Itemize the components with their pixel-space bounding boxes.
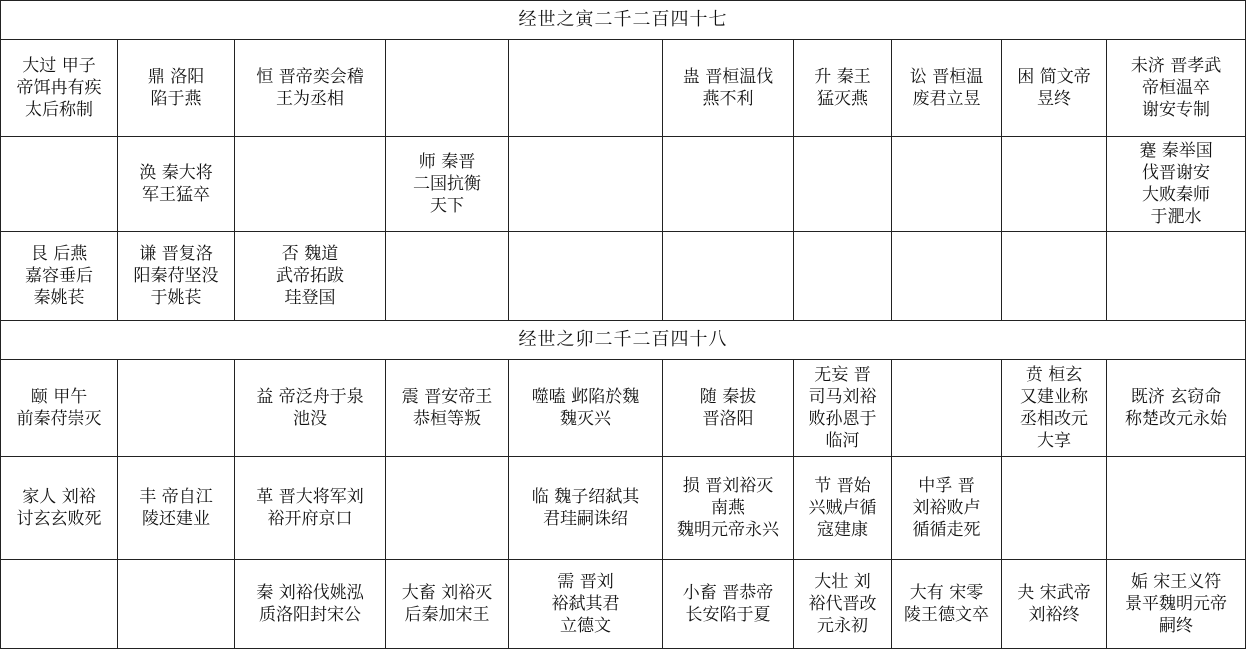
table-cell: 蛊 晋桓温伐 燕不利 [663,40,794,137]
table-cell [386,40,509,137]
table-cell [235,137,386,232]
table-cell: 蹇 秦举国 伐晋谢安 大败秦师 于淝水 [1107,137,1246,232]
table-cell [1002,457,1107,560]
table-cell [509,40,663,137]
table-cell: 大过 甲子 帝饵冉有疾 太后称制 [1,40,118,137]
table-cell: 噬嗑 邺陷於魏 魏灭兴 [509,360,663,457]
section-header-row [1,1,1246,40]
table-cell: 大壮 刘 裕代晋改 元永初 [794,560,892,649]
table-cell: 无妄 晋 司马刘裕 败孙恩于 临河 [794,360,892,457]
table-cell [892,232,1002,321]
table-cell: 困 简文帝 昱终 [1002,40,1107,137]
table-cell [892,360,1002,457]
table-cell [1002,232,1107,321]
table-cell [118,360,235,457]
table-cell [892,137,1002,232]
table-cell: 颐 甲午 前秦苻崇灭 [1,360,118,457]
table-cell [663,137,794,232]
table-cell: 鼎 洛阳 陷于燕 [118,40,235,137]
table-cell: 中孚 晋 刘裕败卢 循循走死 [892,457,1002,560]
table-cell: 大畜 刘裕灭 后秦加宋王 [386,560,509,649]
table-cell [386,457,509,560]
table-cell: 既济 玄窃命 称楚改元永始 [1107,360,1246,457]
table-row [1,40,1246,137]
section-header-row [1,321,1246,360]
table-row [1,232,1246,321]
table-cell: 随 秦拔 晋洛阳 [663,360,794,457]
table-cell: 小畜 晋恭帝 长安陷于夏 [663,560,794,649]
table-cell: 夬 宋武帝 刘裕终 [1002,560,1107,649]
table-cell [1,137,118,232]
table-cell: 否 魏道 武帝拓跋 珪登国 [235,232,386,321]
table-cell: 节 晋始 兴贼卢循 寇建康 [794,457,892,560]
table-cell [118,560,235,649]
table-cell [1107,457,1246,560]
table-cell: 讼 晋桓温 废君立昱 [892,40,1002,137]
table-cell [1107,232,1246,321]
table-cell: 谦 晋复洛 阳秦苻坚没 于姚苌 [118,232,235,321]
table-row [1,360,1246,457]
table-cell: 升 秦王 猛灭燕 [794,40,892,137]
table-cell: 恒 晋帝奕会稽 王为丞相 [235,40,386,137]
table-row [1,560,1246,649]
table-cell [794,137,892,232]
table-cell: 未济 晋孝武 帝桓温卒 谢安专制 [1107,40,1246,137]
table-cell [794,232,892,321]
table-cell: 革 晋大将军刘 裕开府京口 [235,457,386,560]
table-cell [1,560,118,649]
table-cell: 益 帝泛舟于泉 池没 [235,360,386,457]
table-cell: 临 魏子绍弑其 君珪嗣诛绍 [509,457,663,560]
table-cell: 丰 帝自江 陵还建业 [118,457,235,560]
table-cell: 需 晋刘 裕弑其君 立德文 [509,560,663,649]
table-cell: 贲 桓玄 又建业称 丞相改元 大享 [1002,360,1107,457]
table-row [1,457,1246,560]
table-row [1,137,1246,232]
table-cell [509,137,663,232]
table-cell: 艮 后燕 嘉容垂后 秦姚苌 [1,232,118,321]
section-header: 经世之卯二千二百四十八 [1,321,1246,360]
table-body [1,1,1246,649]
table-cell [1002,137,1107,232]
table-cell: 损 晋刘裕灭 南燕 魏明元帝永兴 [663,457,794,560]
table-cell: 大有 宋零 陵王德文卒 [892,560,1002,649]
table-cell: 震 晋安帝王 恭桓等叛 [386,360,509,457]
table-cell [509,232,663,321]
table-cell [663,232,794,321]
table-cell: 涣 秦大将 军王猛卒 [118,137,235,232]
section-header: 经世之寅二千二百四十七 [1,1,1246,40]
table-cell: 姤 宋王义符 景平魏明元帝 嗣终 [1107,560,1246,649]
table-cell: 家人 刘裕 讨玄玄败死 [1,457,118,560]
table-cell [386,232,509,321]
table-cell: 师 秦晋 二国抗衡 天下 [386,137,509,232]
table-cell: 秦 刘裕伐姚泓 质洛阳封宋公 [235,560,386,649]
